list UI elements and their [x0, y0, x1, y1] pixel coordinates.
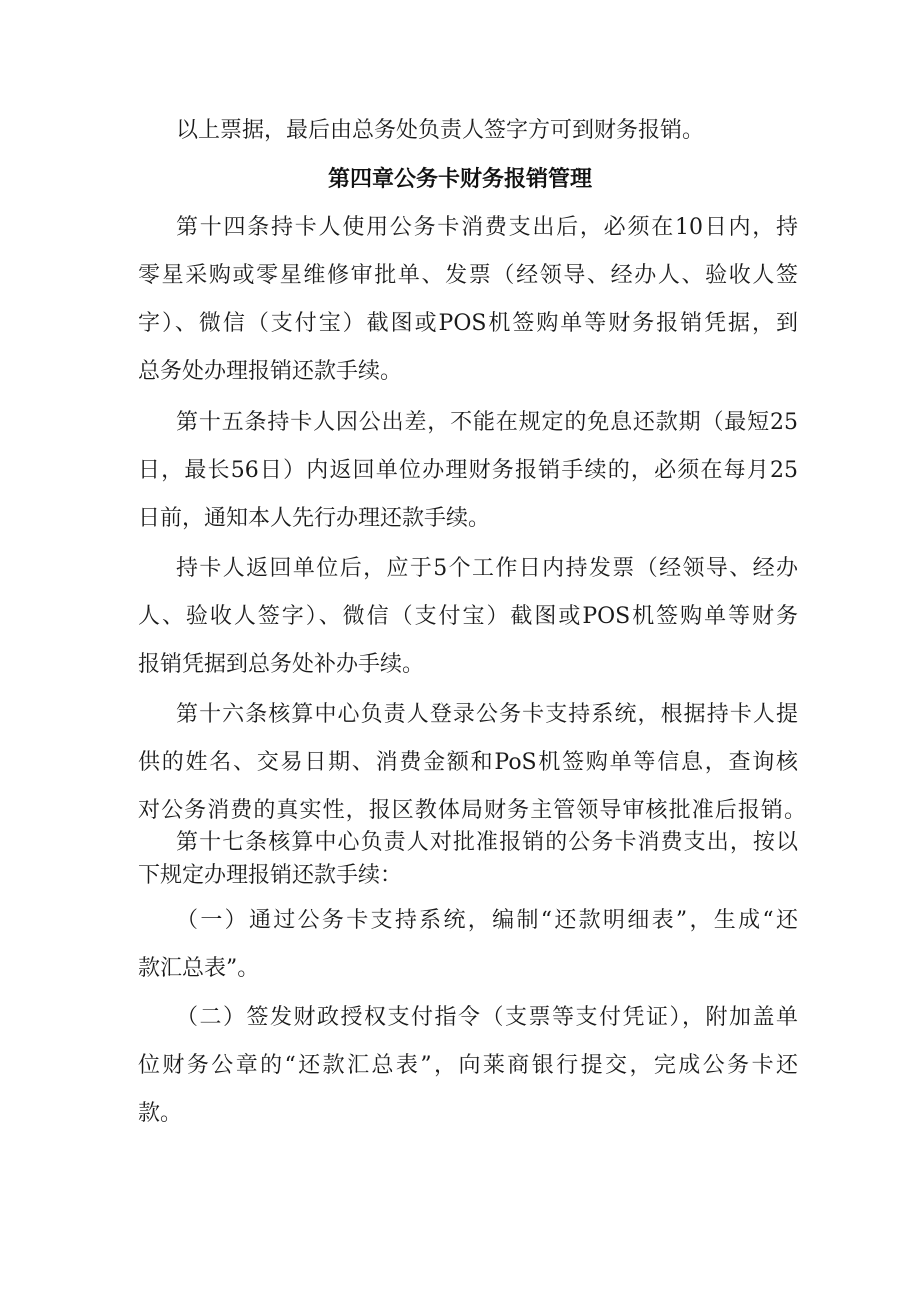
art16-line-3: 对公务消费的真实性，报区教体局财务主管领导审核批准后报销。: [138, 798, 806, 823]
art15-line-2: 日，最长56日）内返回单位办理财务报销手续的，必须在每月25: [138, 458, 798, 483]
art16-line-2: 供的姓名、交易日期、消费金额和PoS机签购单等信息，查询核: [138, 750, 798, 775]
art17-line-2: 下规定办理报销还款手续：: [138, 863, 403, 888]
intro-line: 以上票据，最后由总务处负责人签字方可到财务报销。: [176, 118, 705, 143]
art15-line-1: 第十五条持卡人因公出差，不能在规定的免息还款期（最短25: [176, 410, 798, 435]
art14-line-1: 第十四条持卡人使用公务卡消费支出后，必须在10日内，持: [176, 215, 798, 240]
item2-line-2: 位财务公章的“还款汇总表”，向莱商银行提交，完成公务卡还: [138, 1053, 798, 1078]
art17-line-1: 第十七条核算中心负责人对批准报销的公务卡消费支出，按以: [176, 830, 798, 855]
art14-line-2: 零星采购或零星维修审批单、发票（经领导、经办人、验收人签: [138, 263, 798, 288]
return-rule-line-2: 人、验收人签字）、微信（支付宝）截图或POS机签购单等财务: [138, 604, 798, 629]
art16-line-1: 第十六条核算中心负责人登录公务卡支持系统，根据持卡人提: [176, 702, 798, 727]
art14-line-3: 字）、微信（支付宝）截图或POS机签购单等财务报销凭据，到: [138, 311, 798, 336]
item1-line-1: （一）通过公务卡支持系统，编制“还款明细表”，生成“还: [176, 908, 798, 933]
return-rule-line-3: 报销凭据到总务处补办手续。: [138, 652, 425, 677]
item2-line-1: （二）签发财政授权支付指令（支票等支付凭证），附加盖单: [176, 1005, 798, 1030]
art15-line-3: 日前，通知本人先行办理还款手续。: [138, 506, 491, 531]
return-rule-line-1: 持卡人返回单位后，应于5个工作日内持发票（经领导、经办: [176, 556, 798, 581]
item1-line-2: 款汇总表”。: [138, 956, 260, 981]
art14-line-4: 总务处办理报销还款手续。: [138, 359, 403, 384]
item2-line-3: 款。: [138, 1101, 183, 1126]
chapter-heading: 第四章公务卡财务报销管理: [327, 167, 592, 192]
